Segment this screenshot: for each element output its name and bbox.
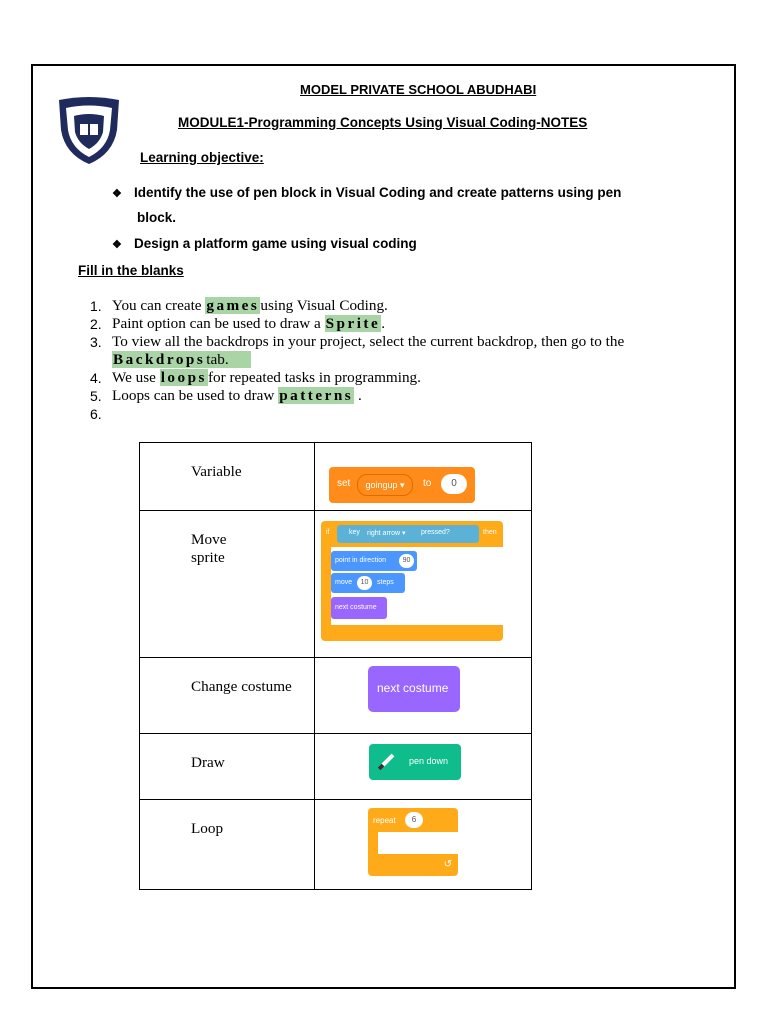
question-item: 6. xyxy=(90,406,102,422)
pen-down-block: pen down xyxy=(369,744,461,780)
row-label: Change costume xyxy=(191,678,292,695)
answer-highlight: games xyxy=(206,297,260,314)
objective-item: ❖ Design a platform game using visual coding xyxy=(112,232,417,257)
row-label: Loop xyxy=(191,820,224,837)
loop-arrow-icon: ↺ xyxy=(443,859,452,870)
diamond-bullet-icon: ❖ xyxy=(112,188,122,200)
if-key-pressed-block: if key right arrow ▾ pressed? then point in direction 90 move 10 steps next costume xyxy=(321,521,503,641)
diamond-bullet-icon: ❖ xyxy=(112,239,122,251)
blocks-table xyxy=(139,442,532,890)
pen-icon xyxy=(375,751,397,773)
question-item: 4. We use loopsfor repeated tasks in programming. xyxy=(90,369,421,386)
answer-highlight: loops xyxy=(160,369,207,386)
set-variable-block: set goingup ▾ to 0 xyxy=(329,467,475,503)
school-crest-logo xyxy=(55,96,123,166)
school-name: MODEL PRIVATE SCHOOL ABUDHABI xyxy=(300,82,537,97)
value-input: 0 xyxy=(441,474,467,494)
question-item: 5. Loops can be used to draw patterns . xyxy=(90,387,362,404)
learning-objective-heading: Learning objective: xyxy=(140,150,264,165)
row-label: Draw xyxy=(191,754,225,771)
question-item: 2. Paint option can be used to draw a Sprite. xyxy=(90,315,386,332)
answer-highlight: Sprite xyxy=(325,315,381,332)
repeat-block: repeat 6 ↺ xyxy=(368,808,458,876)
objective-item: ❖ Identify the use of pen block in Visual Coding and create patterns using pen block. xyxy=(112,185,622,225)
table-row xyxy=(140,511,532,658)
variable-dropdown: goingup ▾ xyxy=(357,474,413,496)
answer-highlight: Backdrops xyxy=(113,351,206,368)
table-row xyxy=(140,658,532,734)
table-row xyxy=(140,443,532,511)
row-label: Variable xyxy=(191,463,242,480)
table-row xyxy=(140,800,532,890)
question-item: 1. You can create gamesusing Visual Coding. xyxy=(90,297,388,314)
question-item: 3. To view all the backdrops in your project, select the current backdrop, then go to the Backdropstab. xyxy=(90,333,625,368)
next-costume-block: next costume xyxy=(368,666,460,712)
fill-blanks-heading: Fill in the blanks xyxy=(78,263,184,278)
table-row xyxy=(140,734,532,800)
answer-highlight: patterns xyxy=(279,387,354,404)
row-label: Move sprite xyxy=(191,531,227,566)
question-list xyxy=(90,297,730,423)
module-title: MODULE1-Programming Concepts Using Visual Coding-NOTES xyxy=(178,115,588,130)
